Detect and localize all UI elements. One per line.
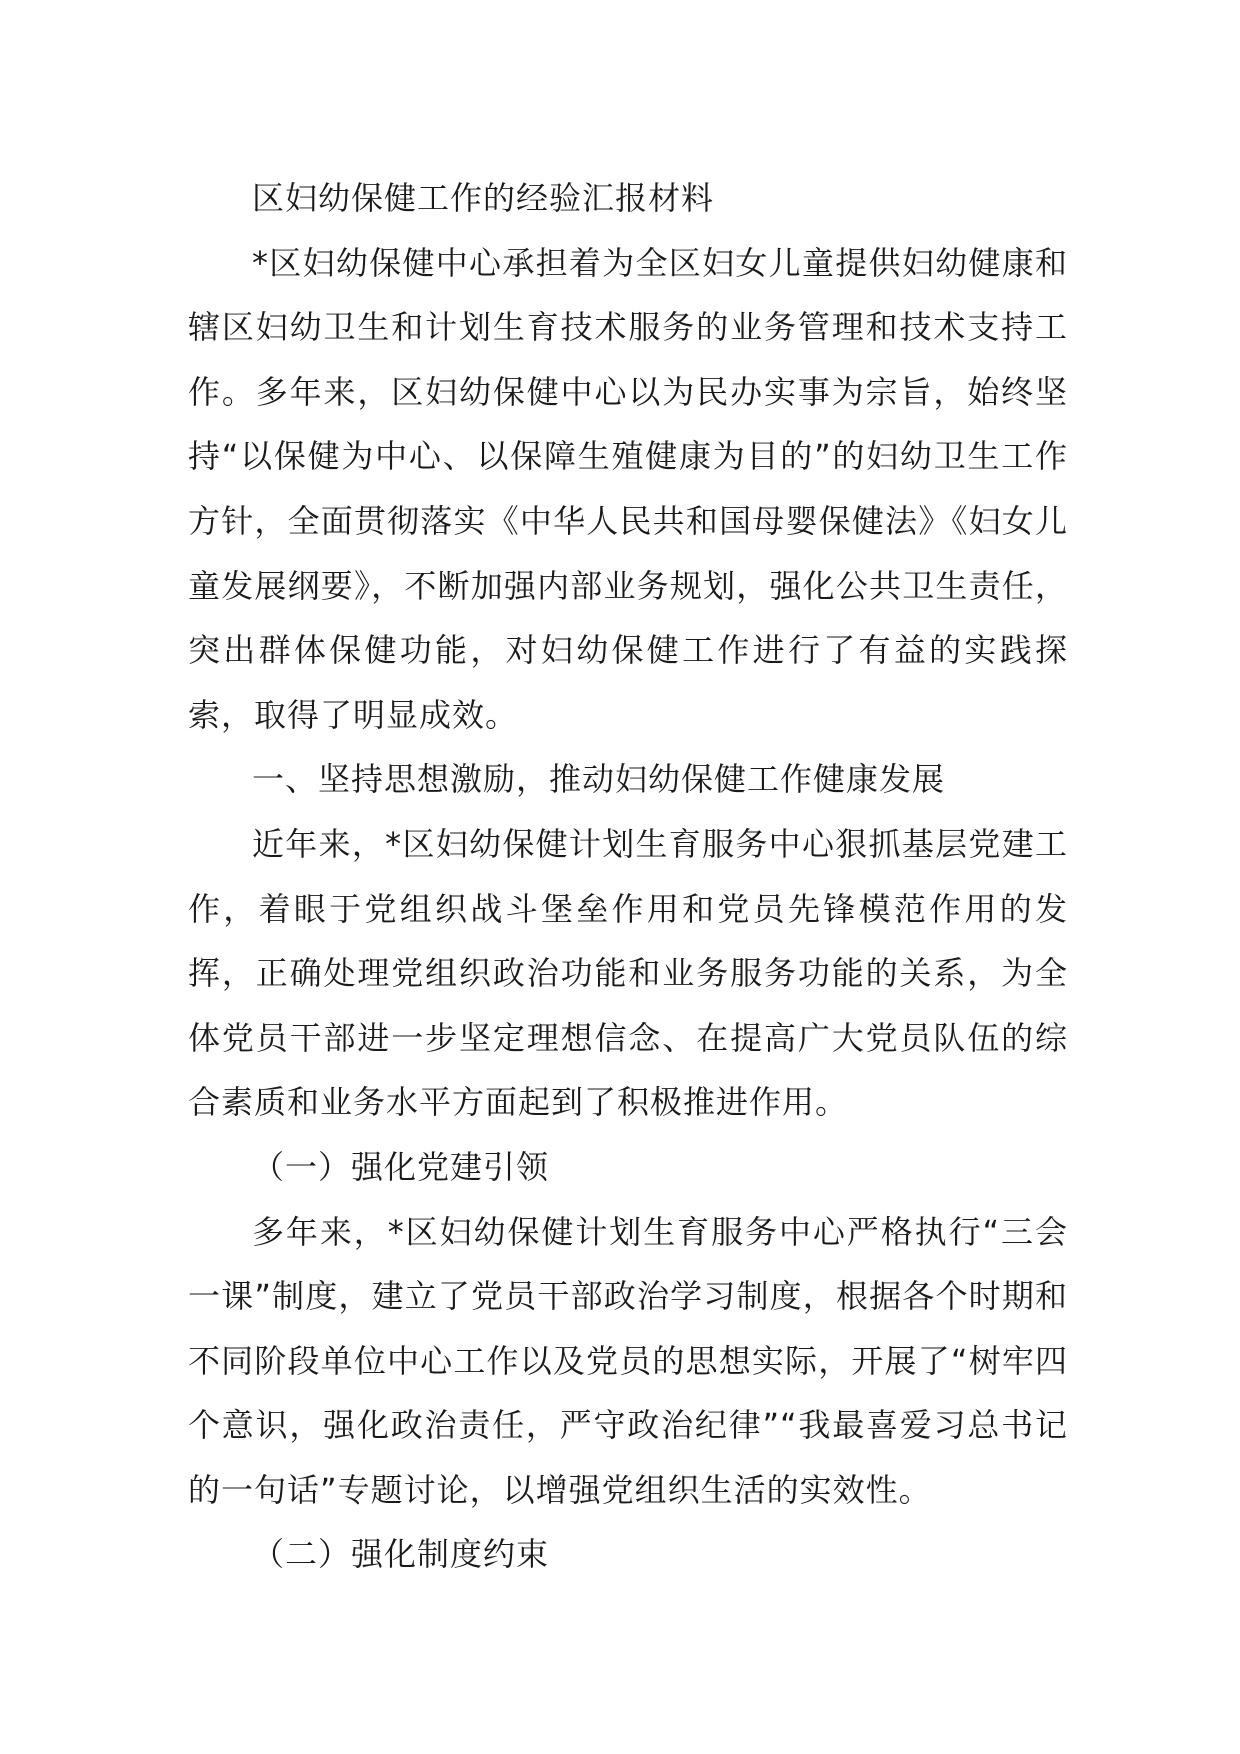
paragraph-intro: *区妇幼保健中心承担着为全区妇女儿童提供妇幼健康和辖区妇幼卫生和计划生育技术服务的业务管理和技术支持工作。多年来，区妇幼保健中心以为民办实事为宗旨，始终坚持“以保健为中心、以保障生殖健康为目的”的妇幼卫生工作方针，全面贯彻落实《中华人民共和国母婴保健法》《妇女儿童发展纲要》，不断加强内部业务规划，强化公共卫生责任，突出群体保健功能，对妇幼保健工作进行了有益的实践探索，取得了明显成效。 [188, 243, 1068, 734]
paragraph-subsection-1: 多年来，*区妇幼保健计划生育服务中心严格执行“三会一课”制度，建立了党员干部政治学习制度，根据各个时期和不同阶段单位中心工作以及党员的思想实际，开展了“树牢四个意识，强化政治责任，严守政治纪律”“我最喜爱习总书记的一句话”专题讨论，以增强党组织生活的实效性。 [188, 1212, 1068, 1509]
section-heading-1: 一、坚持思想激励，推动妇幼保健工作健康发展 [252, 760, 946, 799]
paragraph-section-1: 近年来，*区妇幼保健计划生育服务中心狠抓基层党建工作，着眼于党组织战斗堡垒作用和党员先锋模范作用的发挥，正确处理党组织政治功能和业务服务功能的关系，为全体党员干部进一步坚定理想信念、在提高广大党员队伍的综合素质和业务水平方面起到了积极推进作用。 [188, 824, 1068, 1122]
document-body [188, 166, 1068, 1587]
document-title: 区妇幼保健工作的经验汇报材料 [252, 179, 715, 217]
subsection-heading-2: （二）强化制度约束 [252, 1535, 550, 1574]
subsection-heading-1: （一）强化党建引领 [252, 1147, 550, 1186]
